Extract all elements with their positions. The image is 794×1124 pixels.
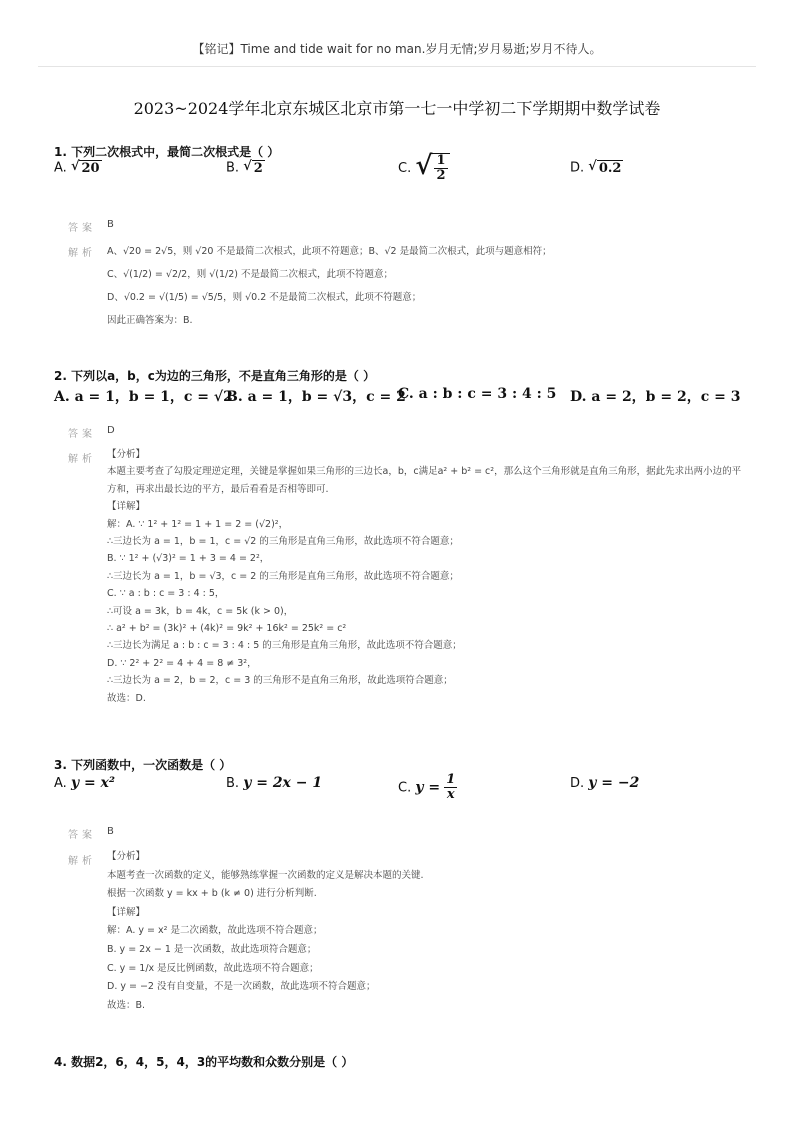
solution-line: 【详解】 bbox=[107, 501, 146, 513]
solution-line: 根据一次函数 y = kx + b (k ≠ 0) 进行分析判断. bbox=[107, 888, 317, 900]
q1-option-a: A. √ 20 bbox=[54, 159, 100, 176]
option-value: 2 bbox=[253, 161, 263, 176]
solution-line: 故选：D. bbox=[107, 692, 146, 704]
solution-line: ∴三边长为 a = 2，b = 2，c = 3 的三角形不是直角三角形，故此选项符合题意； bbox=[107, 675, 453, 687]
solution-line: C、√(1/2) = √2/2，则 √(1/2) 不是最简二次根式，此项不符题意； bbox=[107, 269, 394, 280]
solution-line: 【分析】 bbox=[107, 449, 146, 460]
q2-option-c: C. a : b : c = 3 : 4 : 5 bbox=[398, 386, 557, 402]
solution-line: C. ∵ a : b : c = 3 : 4 : 5， bbox=[107, 588, 225, 600]
solution-line: B. ∵ 1² + (√3)² = 1 + 3 = 4 = 2²， bbox=[107, 553, 270, 565]
option-value: y = 2x − 1 bbox=[243, 775, 323, 791]
solution-line: 【详解】 bbox=[107, 906, 146, 918]
question-4-stem: 4. 数据2，6，4，5，4，3的平均数和众数分别是（ ） bbox=[54, 1055, 354, 1069]
option-value: 20 bbox=[81, 161, 100, 176]
question-2-stem: 2. 下列以a，b，c为边的三角形，不是直角三角形的是（ ） bbox=[54, 369, 376, 383]
q3-option-b bbox=[226, 775, 322, 791]
q3-solution bbox=[107, 848, 747, 1015]
option-label: C. bbox=[398, 780, 412, 796]
option-value: y = x² bbox=[70, 775, 116, 791]
analysis-label: 解析 bbox=[68, 454, 96, 465]
solution-line: 【分析】 bbox=[107, 851, 146, 862]
option-label: B. bbox=[226, 160, 240, 176]
solution-line: ∴ a² + b² = (3k)² + (4k)² = 9k² + 16k² = 25k² = c² bbox=[107, 622, 347, 634]
answer-label: 答案 bbox=[68, 830, 96, 841]
solution-line: 本题主要考查了勾股定理逆定理，关键是掌握如果三角形的三边长a，b，c满足a² + b² = c²，那么这个三角形就是直角三角形，据此先求出两小边的平方和，再求出最长边的平方，最后看看是否相等即可. bbox=[107, 466, 742, 495]
solution-line: 解：A. ∵ 1² + 1² = 1 + 1 = 2 = (√2)²， bbox=[107, 518, 289, 530]
answer-value: B bbox=[107, 826, 114, 837]
option-label: C. bbox=[398, 160, 412, 176]
solution-line: C. y = 1/x 是反比例函数，故此选项不符合题意； bbox=[107, 962, 319, 974]
question-1-stem: 1. 下列二次根式中，最简二次根式是（ ） bbox=[54, 145, 280, 159]
solution-line: 解：A. y = x² 是二次函数，故此选项不符合题意； bbox=[107, 925, 323, 937]
page-title: 2023~2024学年北京东城区北京市第一七一中学初二下学期期中数学试卷 bbox=[133, 99, 661, 118]
fraction-denominator: x bbox=[446, 787, 455, 803]
q3-option-d bbox=[570, 775, 639, 791]
solution-line: 因此正确答案为：B. bbox=[107, 315, 193, 326]
answer-label: 答案 bbox=[68, 429, 96, 440]
option-label: A. bbox=[54, 776, 67, 791]
question-3-stem: 3. 下列函数中，一次函数是（ ） bbox=[54, 758, 232, 772]
solution-line: ∴三边长为 a = 1，b = √3，c = 2 的三角形是直角三角形，故此选项不符合题意； bbox=[107, 570, 459, 582]
header-divider bbox=[38, 66, 756, 67]
fraction-numerator: 1 bbox=[436, 153, 446, 168]
q1-solution bbox=[107, 240, 747, 332]
motto-header: 【铭记】Time and tide wait for no man.岁月无情;岁月易逝;岁月不待人。 bbox=[192, 42, 602, 56]
q3-option-c bbox=[398, 773, 457, 803]
option-label: B. bbox=[226, 776, 240, 791]
q1-option-d: D. √ 0.2 bbox=[570, 159, 622, 176]
answer-value: B bbox=[107, 219, 114, 230]
solution-line: ∴三边长为满足 a : b : c = 3 : 4 : 5 的三角形是直角三角形，故此选项不符合题意； bbox=[107, 640, 462, 652]
q1-option-b: B. √ 2 bbox=[226, 159, 263, 176]
option-label: A. bbox=[54, 160, 67, 176]
option-value: 0.2 bbox=[598, 161, 622, 176]
solution-line: 故选：B. bbox=[107, 999, 146, 1011]
solution-line: D. ∵ 2² + 2² = 4 + 4 = 8 ≠ 3²， bbox=[107, 657, 257, 669]
q2-solution bbox=[107, 446, 747, 707]
option-label: D. bbox=[570, 776, 585, 791]
q3-option-a bbox=[54, 775, 115, 791]
solution-line: 本题考查一次函数的定义，能够熟练掌握一次函数的定义是解决本题的关键. bbox=[107, 869, 424, 881]
solution-line: ∴可设 a = 3k，b = 4k，c = 5k (k > 0)， bbox=[107, 605, 294, 617]
analysis-label: 解析 bbox=[68, 856, 96, 867]
q2-option-a: A. a = 1，b = 1，c = √2 bbox=[54, 389, 233, 405]
analysis-label: 解析 bbox=[68, 248, 96, 259]
solution-line: ∴三边长为 a = 1，b = 1，c = √2 的三角形是直角三角形，故此选项不符合题意； bbox=[107, 535, 459, 547]
fraction-denominator: 2 bbox=[436, 168, 446, 184]
option-lhs: y = bbox=[415, 779, 441, 796]
q2-option-d: D. a = 2，b = 2，c = 3 bbox=[570, 389, 741, 405]
q2-option-b: B. a = 1，b = √3，c = 2 bbox=[226, 389, 406, 405]
fraction-numerator: 1 bbox=[446, 772, 456, 787]
option-label: D. bbox=[570, 160, 585, 176]
answer-label: 答案 bbox=[68, 223, 96, 234]
option-value: y = −2 bbox=[588, 775, 640, 791]
solution-line: D. y = −2 没有自变量，不是一次函数，故此选项不符合题意； bbox=[107, 981, 376, 993]
q1-option-c: C. √ $\frac{1}{2}$ bbox=[398, 153, 450, 184]
solution-line: B. y = 2x − 1 是一次函数，故此选项符合题意； bbox=[107, 943, 317, 955]
solution-line: A、√20 = 2√5，则 √20 不是最简二次根式，此项不符题意；B、√2 是最简二次根式，此项与题意相符； bbox=[107, 246, 552, 257]
answer-value: D bbox=[107, 425, 115, 436]
solution-line: D、√0.2 = √(1/5) = √5/5，则 √0.2 不是最简二次根式，此项不符题意； bbox=[107, 292, 422, 303]
